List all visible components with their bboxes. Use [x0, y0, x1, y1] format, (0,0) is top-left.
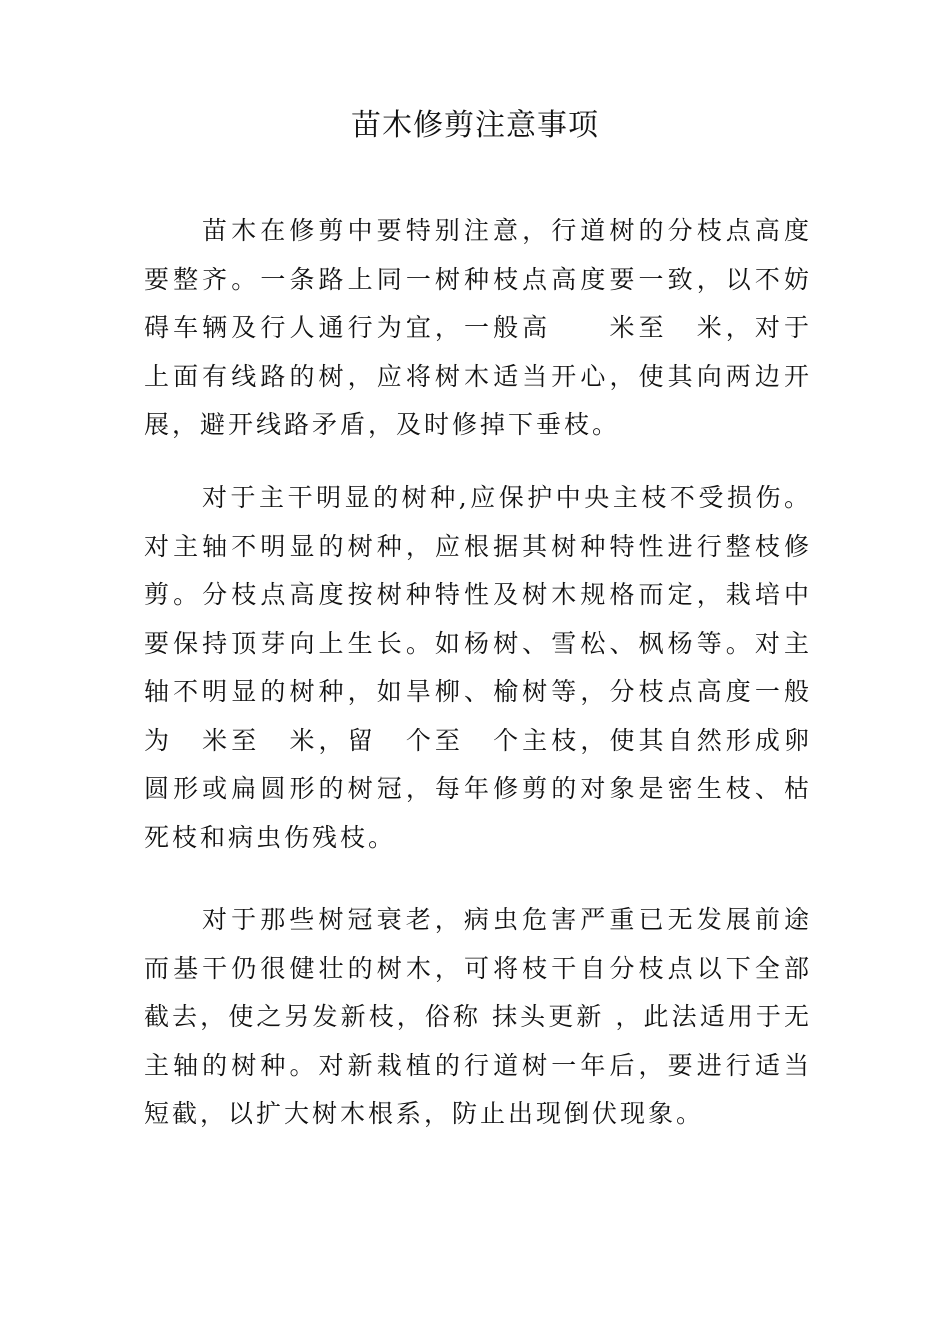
document-title: 苗木修剪注意事项: [351, 108, 599, 143]
paragraph-main-axis-trees: 对于主干明显的树种,应保护中央主枝不受损伤。对主轴不明显的树种，应根据其树种特性进行整枝修剪。分枝点高度按树种特性及树木规格而定，栽培中要保持顶芽向上生长。如杨树、雪松、枫杨等。对主轴不明显的树种，如旱柳、榆树等，分枝点高度一般为 米至 米，留 个至 个主枝，使其自然形成卵圆形或扁圆形的树冠，每年修剪的对象是密生枝、枯死枝和病虫伤残枝。: [144, 483, 812, 852]
paragraph-rejuvenation-pruning: 对于那些树冠衰老，病虫危害严重已无发展前途而基干仍很健壮的树木，可将枝干自分枝点以下全部截去，使之另发新枝，俗称 抹头更新 ，此法适用于无主轴的树种。对新栽植的行道树一年后，要进行适当短截，以扩大树木根系，防止出现倒伏现象。: [144, 905, 812, 1128]
paragraph-pruning-street-trees: 苗木在修剪中要特别注意，行道树的分枝点高度要整齐。一条路上同一树种枝点高度要一致，以不妨碍车辆及行人通行为宜，一般高 米至 米，对于上面有线路的树，应将树木适当开心，使其向两边开展，避开线路矛盾，及时修掉下垂枝。: [144, 216, 812, 439]
